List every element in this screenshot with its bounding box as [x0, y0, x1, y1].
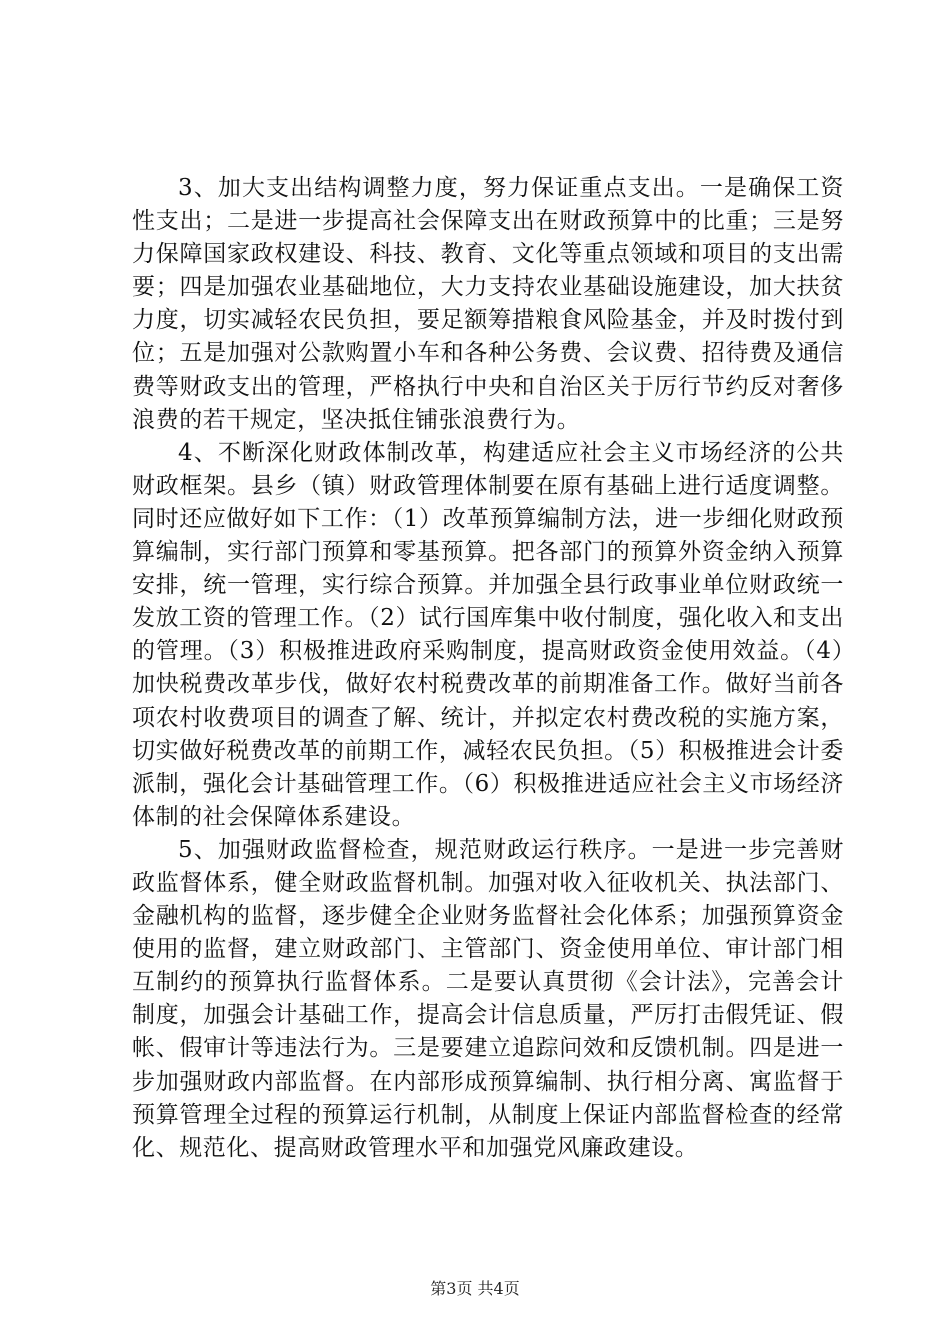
paragraph-3: 3、加大支出结构调整力度，努力保证重点支出。一是确保工资性支出；二是进一步提高社会保障支出在财政预算中的比重；三是努力保障国家政权建设、科技、教育、文化等重点领域和项目的支出需要；四是加强农业基础地位，大力支持农业基础设施建设，加大扶贫力度，切实减轻农民负担，要足额筹措粮食风险基金，并及时拨付到位；五是加强对公款购置小车和各种公务费、会议费、招待费及通信费等财政支出的管理，严格执行中央和自治区关于厉行节约反对奢侈浪费的若干规定，坚决抵住铺张浪费行为。	[132, 175, 844, 433]
page-footer	[0, 1276, 950, 1299]
page-number: 第3页 共4页	[430, 1279, 520, 1298]
paragraph-5: 5、加强财政监督检查，规范财政运行秩序。一是进一步完善财政监督体系，健全财政监督机制。加强对收入征收机关、执法部门、金融机构的监督，逐步健全企业财务监督社会化体系；加强预算资金使用的监督，建立财政部门、主管部门、资金使用单位、审计部门相互制约的预算执行监督体系。二是要认真贯彻《会计法》，完善会计制度，加强会计基础工作，提高会计信息质量，严厉打击假凭证、假帐、假审计等违法行为。三是要建立追踪问效和反馈机制。四是进一步加强财政内部监督。在内部形成预算编制、执行相分离、寓监督于预算管理全过程的预算运行机制，从制度上保证内部监督检查的经常化、规范化、提高财政管理水平和加强党风廉政建设。	[132, 836, 844, 1161]
document-body	[132, 172, 844, 1165]
paragraph-4: 4、不断深化财政体制改革，构建适应社会主义市场经济的公共财政框架。县乡（镇）财政管理体制要在原有基础上进行适度调整。同时还应做好如下工作：（1）改革预算编制方法，进一步细化财政预算编制，实行部门预算和零基预算。把各部门的预算外资金纳入预算安排，统一管理，实行综合预算。并加强全县行政事业单位财政统一发放工资的管理工作。（2）试行国库集中收付制度，强化收入和支出的管理。（3）积极推进政府采购制度，提高财政资金使用效益。（4）加快税费改革步伐，做好农村税费改革的前期准备工作。做好当前各项农村收费项目的调查了解、统计，并拟定农村费改税的实施方案，切实做好税费改革的前期工作，减轻农民负担。（5）积极推进会计委派制，强化会计基础管理工作。（6）积极推进适应社会主义市场经济体制的社会保障体系建设。	[132, 439, 844, 830]
